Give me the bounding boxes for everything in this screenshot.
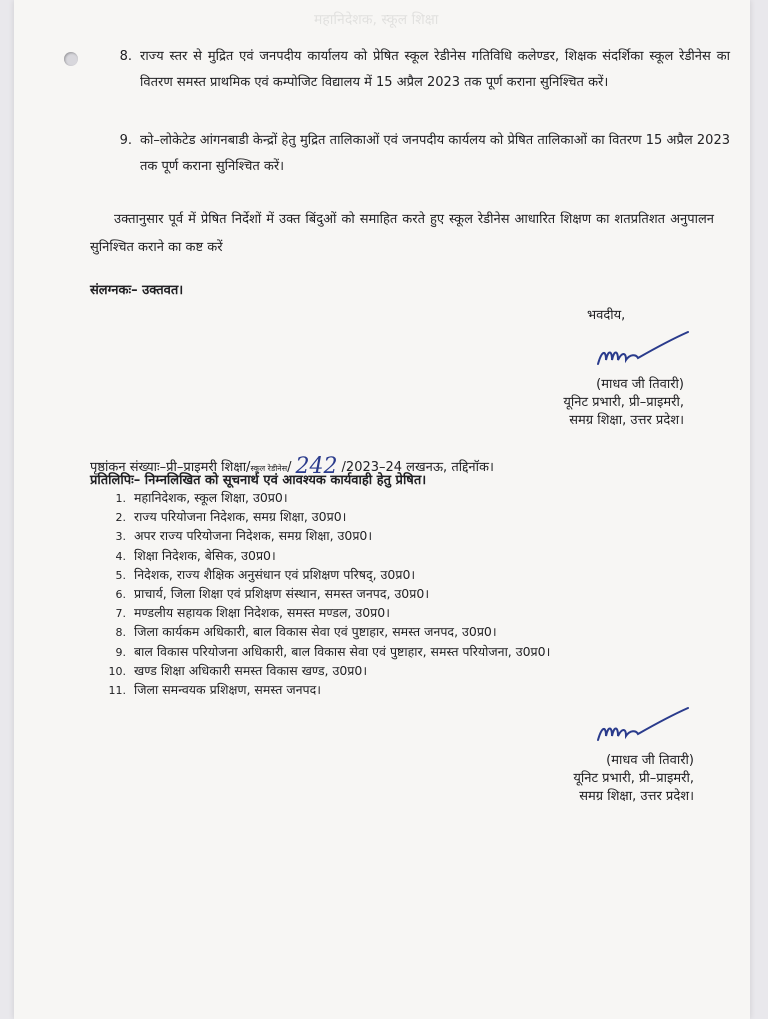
document-page <box>14 0 750 1019</box>
list-number: 6. <box>115 587 126 601</box>
list-item <box>108 584 550 603</box>
list-item <box>108 680 550 699</box>
point-number: 9. <box>119 133 132 148</box>
list-item <box>108 642 550 661</box>
list-text: प्राचार्य, जिला शिक्षा एवं प्रशिक्षण संस्थान, समस्त जनपद, उ0प्र0। <box>134 585 430 601</box>
point-text: को–लोकेटेड आंगनबाडी केन्द्रों हेतु मुद्रित तालिकाओं एवं जनपदीय कार्यलय को प्रेषित तालिकाओं का वितरण 15 अप्रैल 2023 तक पूर्ण कराना सुनिश्चित करें। <box>140 133 730 174</box>
list-text: राज्य परियोजना निदेशक, समग्र शिक्षा, उ0प्र0। <box>134 509 347 525</box>
list-item <box>108 507 550 526</box>
list-number: 3. <box>115 530 126 544</box>
list-text: मण्डलीय सहायक शिक्षा निदेशक, समस्त मण्डल, उ0प्र0। <box>134 605 390 621</box>
signatory-name: (माधव जी तिवारी) <box>596 377 684 392</box>
signatory-office: समग्र शिक्षा, उत्तर प्रदेश। <box>569 413 684 428</box>
list-number: 5. <box>115 568 126 582</box>
signature-icon <box>592 704 692 748</box>
point-number: 8. <box>119 49 132 64</box>
endorsement-prefix: पृष्ठांकन संख्याः–प्री–प्राइमरी शिक्षा/ <box>90 460 251 475</box>
salutation: भवदीय, <box>587 308 626 323</box>
point-text: राज्य स्तर से मुद्रित एवं जनपदीय कार्यालय को प्रेषित स्कूल रेडीनेस गतिविधि कलेण्डर, शिक्षक संदर्शिका स्कूल रेडीनेस का वितरण समस्त प्राथमिक एवं कम्पोजिट विद्यालय में 15 अप्रैल 2023 तक पूर्ण कराना सुनिश्चित करें। <box>140 49 730 90</box>
list-number: 7. <box>115 607 126 621</box>
closing-paragraph: उक्तानुसार पूर्व में प्रेषित निर्देशों में उक्त बिंदुओं को समाहित करते हुए स्कूल रेडीनेस आधारित शिक्षण का शतप्रतिशत अनुपालन सुनिश्चित कराने का कष्ट करें <box>90 212 714 255</box>
signature-icon <box>592 328 692 372</box>
list-number: 9. <box>115 645 126 659</box>
endorsement-line: पृष्ठांकन संख्याः–प्री–प्राइमरी शिक्षा/स्कूल रेडीनेस/ 242 /2023–24 लखनऊ, तद्दिनॉक। <box>90 454 494 479</box>
endorsement-small: स्कूल रेडीनेस <box>250 464 288 473</box>
list-item <box>108 603 550 622</box>
list-number: 2. <box>115 511 126 525</box>
list-text: महानिदेशक, स्कूल शिक्षा, उ0प्र0। <box>134 490 288 505</box>
signatory-office: समग्र शिक्षा, उत्तर प्रदेश। <box>579 789 694 804</box>
recipient-list <box>108 488 550 699</box>
list-text: खण्ड शिक्षा अधिकारी समस्त विकास खण्ड, उ0प्र0। <box>134 662 368 678</box>
list-number: 1. <box>115 492 126 505</box>
bleed-through-header: महानिदेशक, स्कूल शिक्षा <box>314 12 439 28</box>
list-item <box>108 565 550 584</box>
signatory-name: (माधव जी तिवारी) <box>606 753 694 768</box>
enclosure-note: संलग्नकः– उक्तवत। <box>90 283 184 298</box>
list-item <box>108 622 550 641</box>
punch-hole <box>64 52 78 66</box>
list-text: जिला कार्यकम अधिकारी, बाल विकास सेवा एवं पुष्टाहार, समस्त जनपद, उ0प्र0। <box>134 624 497 640</box>
list-number: 4. <box>115 549 126 563</box>
list-text: अपर राज्य परियोजना निदेशक, समग्र शिक्षा, उ0प्र0। <box>134 528 373 544</box>
list-item <box>108 488 550 507</box>
list-text: निदेशक, राज्य शैक्षिक अनुसंधान एवं प्रशिक्षण परिषद्, उ0प्र0। <box>134 566 416 582</box>
list-item <box>108 526 550 545</box>
signatory-block <box>494 376 684 430</box>
copy-to-heading: प्रतिलिपिः– निम्नलिखित को सूचनार्थ एवं आवश्यक कार्यवाही हेतु प्रेषित। <box>90 473 427 488</box>
signatory-designation: यूनिट प्रभारी, प्री–प्राइमरी, <box>573 771 694 786</box>
dispatch-number: 242 <box>295 454 338 479</box>
list-item <box>108 661 550 680</box>
list-text: जिला समन्वयक प्रशिक्षण, समस्त जनपद। <box>134 681 322 697</box>
list-text: शिक्षा निदेशक, बेसिक, उ0प्र0। <box>134 547 276 563</box>
signatory-designation: यूनिट प्रभारी, प्री–प्राइमरी, <box>563 395 684 410</box>
endorsement-suffix: /2023–24 लखनऊ, तद्दिनॉक। <box>341 460 494 475</box>
list-number: 8. <box>115 626 126 640</box>
list-number: 10. <box>108 664 126 678</box>
signatory-block-copy <box>494 752 694 806</box>
list-item <box>108 546 550 565</box>
list-text: बाल विकास परियोजना अधिकारी, बाल विकास सेवा एवं पुष्टाहार, समस्त परियोजना, उ0प्र0। <box>134 643 551 659</box>
list-number: 11. <box>108 683 126 697</box>
